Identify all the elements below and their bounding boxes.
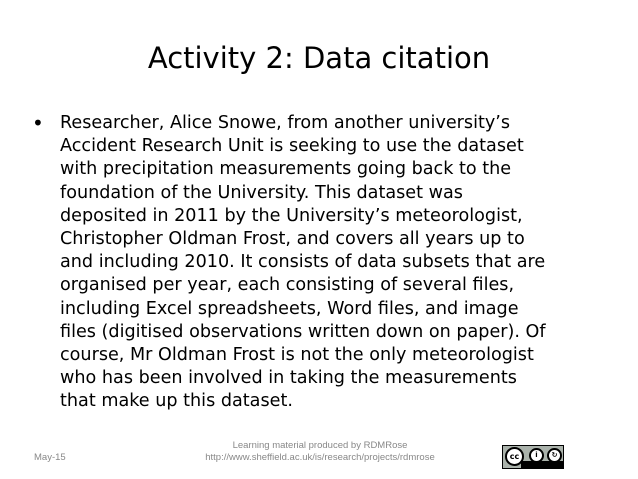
- bullet-text: [60, 112, 546, 414]
- bullet-line: deposited in 2011 by the University’s meteorologist,: [60, 205, 523, 226]
- footer-credit: [170, 440, 470, 464]
- footer-credit-line: Learning material produced by RDMRose: [232, 440, 408, 451]
- slide-title: Activity 2: Data citation: [147, 41, 491, 75]
- bullet-line: and including 2010. It consists of data subsets that are: [60, 252, 546, 273]
- bullet-line: Researcher, Alice Snowe, from another university’s: [60, 113, 511, 133]
- bullet-line: with precipitation measurements going back to the: [60, 159, 512, 180]
- bullet-line: including Excel spreadsheets, Word files, and image: [60, 298, 519, 319]
- cc-icon: cc: [505, 447, 524, 466]
- bullet-line: foundation of the University. This dataset was: [60, 182, 463, 203]
- bullet-item: [32, 112, 592, 414]
- bullet-line: that make up this dataset.: [60, 391, 293, 412]
- bullet-marker: •: [32, 111, 44, 135]
- slide-body: [32, 112, 592, 414]
- bullet-line: organised per year, each consisting of several files,: [60, 275, 515, 296]
- by-attribution-icon: i: [529, 448, 544, 463]
- footer-date: May-15: [34, 452, 66, 463]
- share-alike-icon: ↻: [547, 448, 562, 463]
- bullet-line: course, Mr Oldman Frost is not the only meteorologist: [60, 345, 534, 366]
- bullet-line: files (digitised observations written down on paper). Of: [60, 321, 546, 342]
- bullet-line: Accident Research Unit is seeking to use the dataset: [60, 136, 524, 157]
- cc-license-icon: [502, 445, 564, 469]
- footer-credit-url: http://www.sheffield.ac.uk/is/research/projects/rdmrose: [205, 452, 435, 463]
- bullet-line: Christopher Oldman Frost, and covers all years up to: [60, 229, 525, 250]
- bullet-line: who has been involved in taking the measurements: [60, 368, 517, 389]
